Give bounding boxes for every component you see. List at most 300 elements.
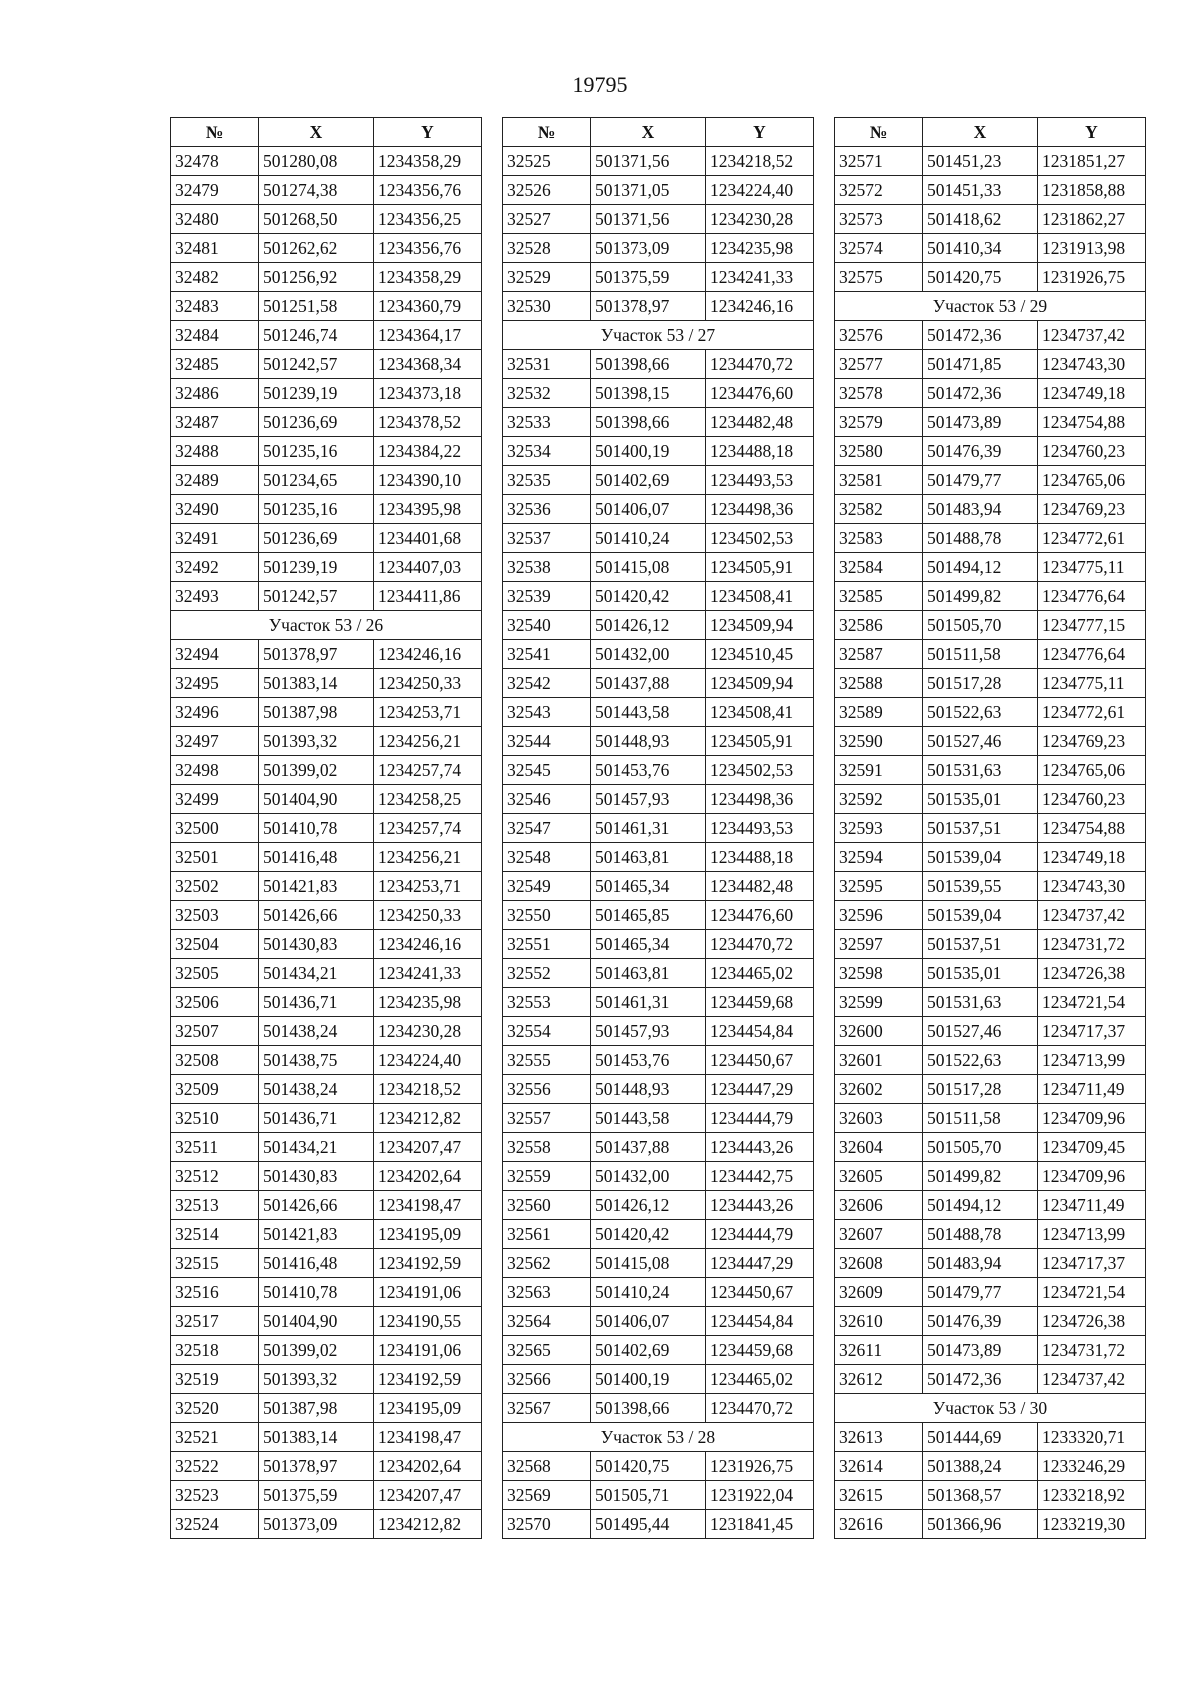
table-row bbox=[503, 1452, 814, 1481]
y-coordinate-cell: 1234737,42 bbox=[1038, 321, 1146, 350]
x-coordinate-cell: 501451,33 bbox=[923, 176, 1038, 205]
point-number-cell: 32608 bbox=[835, 1249, 923, 1278]
point-number-cell: 32568 bbox=[503, 1452, 591, 1481]
y-coordinate-cell: 1234218,52 bbox=[374, 1075, 482, 1104]
point-number-cell: 32513 bbox=[171, 1191, 259, 1220]
point-number-cell: 32493 bbox=[171, 582, 259, 611]
table-row bbox=[835, 1307, 1146, 1336]
table-row bbox=[503, 234, 814, 263]
table-row bbox=[503, 1046, 814, 1075]
table-row bbox=[835, 1017, 1146, 1046]
section-heading bbox=[835, 292, 1146, 321]
y-coordinate-cell: 1231841,45 bbox=[706, 1510, 814, 1539]
point-number-cell: 32498 bbox=[171, 756, 259, 785]
x-coordinate-cell: 501505,70 bbox=[923, 1133, 1038, 1162]
x-coordinate-cell: 501465,85 bbox=[591, 901, 706, 930]
point-number-cell: 32569 bbox=[503, 1481, 591, 1510]
point-number-cell: 32523 bbox=[171, 1481, 259, 1510]
table-row bbox=[171, 1510, 482, 1539]
point-number-cell: 32587 bbox=[835, 640, 923, 669]
point-number-cell: 32615 bbox=[835, 1481, 923, 1510]
x-coordinate-cell: 501416,48 bbox=[259, 843, 374, 872]
table-row bbox=[171, 408, 482, 437]
x-coordinate-cell: 501371,56 bbox=[591, 205, 706, 234]
y-coordinate-cell: 1234509,94 bbox=[706, 611, 814, 640]
section-heading-label: Участок 53 / 29 bbox=[932, 296, 1048, 316]
x-coordinate-cell: 501522,63 bbox=[923, 1046, 1038, 1075]
x-coordinate-cell: 501268,50 bbox=[259, 205, 374, 234]
point-number-cell: 32495 bbox=[171, 669, 259, 698]
table-row bbox=[835, 1510, 1146, 1539]
point-number-cell: 32509 bbox=[171, 1075, 259, 1104]
x-coordinate-cell: 501434,21 bbox=[259, 1133, 374, 1162]
x-coordinate-cell: 501527,46 bbox=[923, 727, 1038, 756]
y-coordinate-cell: 1234235,98 bbox=[374, 988, 482, 1017]
table-row bbox=[503, 176, 814, 205]
table-row bbox=[171, 1017, 482, 1046]
point-number-cell: 32504 bbox=[171, 930, 259, 959]
y-coordinate-cell: 1234488,18 bbox=[706, 843, 814, 872]
table-row bbox=[503, 611, 814, 640]
table-row bbox=[835, 263, 1146, 292]
x-coordinate-cell: 501437,88 bbox=[591, 1133, 706, 1162]
x-coordinate-cell: 501366,96 bbox=[923, 1510, 1038, 1539]
point-number-cell: 32613 bbox=[835, 1423, 923, 1452]
point-number-cell: 32557 bbox=[503, 1104, 591, 1133]
table-row bbox=[171, 1481, 482, 1510]
x-coordinate-cell: 501531,63 bbox=[923, 756, 1038, 785]
point-number-cell: 32598 bbox=[835, 959, 923, 988]
point-number-cell: 32499 bbox=[171, 785, 259, 814]
x-coordinate-cell: 501499,82 bbox=[923, 582, 1038, 611]
x-coordinate-cell: 501479,77 bbox=[923, 1278, 1038, 1307]
point-number-cell: 32483 bbox=[171, 292, 259, 321]
table-row bbox=[171, 350, 482, 379]
x-coordinate-cell: 501537,51 bbox=[923, 930, 1038, 959]
x-coordinate-cell: 501399,02 bbox=[259, 756, 374, 785]
y-coordinate-cell: 1234493,53 bbox=[706, 466, 814, 495]
x-coordinate-cell: 501383,14 bbox=[259, 669, 374, 698]
point-number-cell: 32559 bbox=[503, 1162, 591, 1191]
table-row bbox=[503, 582, 814, 611]
y-coordinate-cell: 1231858,88 bbox=[1038, 176, 1146, 205]
table-row bbox=[835, 1249, 1146, 1278]
point-number-cell: 32614 bbox=[835, 1452, 923, 1481]
point-number-cell: 32541 bbox=[503, 640, 591, 669]
point-number-cell: 32616 bbox=[835, 1510, 923, 1539]
y-coordinate-cell: 1234360,79 bbox=[374, 292, 482, 321]
x-coordinate-cell: 501443,58 bbox=[591, 698, 706, 727]
point-number-cell: 32521 bbox=[171, 1423, 259, 1452]
x-coordinate-cell: 501494,12 bbox=[923, 1191, 1038, 1220]
y-coordinate-cell: 1234246,16 bbox=[706, 292, 814, 321]
y-coordinate-cell: 1234454,84 bbox=[706, 1017, 814, 1046]
table-row bbox=[171, 814, 482, 843]
point-number-cell: 32506 bbox=[171, 988, 259, 1017]
y-coordinate-cell: 1234257,74 bbox=[374, 756, 482, 785]
point-number-cell: 32592 bbox=[835, 785, 923, 814]
table-row bbox=[171, 234, 482, 263]
y-coordinate-cell: 1234775,11 bbox=[1038, 669, 1146, 698]
point-number-cell: 32552 bbox=[503, 959, 591, 988]
point-number-cell: 32505 bbox=[171, 959, 259, 988]
table-row bbox=[171, 176, 482, 205]
y-coordinate-cell: 1234731,72 bbox=[1038, 930, 1146, 959]
table-row bbox=[835, 1336, 1146, 1365]
table-row bbox=[171, 1278, 482, 1307]
table-row bbox=[835, 524, 1146, 553]
x-coordinate-cell: 501522,63 bbox=[923, 698, 1038, 727]
y-coordinate-cell: 1234224,40 bbox=[706, 176, 814, 205]
point-number-cell: 32593 bbox=[835, 814, 923, 843]
y-coordinate-cell: 1234235,98 bbox=[706, 234, 814, 263]
table-row bbox=[171, 379, 482, 408]
x-coordinate-cell: 501499,82 bbox=[923, 1162, 1038, 1191]
x-coordinate-cell: 501399,02 bbox=[259, 1336, 374, 1365]
point-number-cell: 32577 bbox=[835, 350, 923, 379]
y-coordinate-cell: 1234192,59 bbox=[374, 1365, 482, 1394]
point-number-cell: 32580 bbox=[835, 437, 923, 466]
point-number-cell: 32489 bbox=[171, 466, 259, 495]
section-row bbox=[171, 611, 482, 640]
x-coordinate-cell: 501410,78 bbox=[259, 814, 374, 843]
x-coordinate-cell: 501375,59 bbox=[259, 1481, 374, 1510]
x-coordinate-cell: 501236,69 bbox=[259, 408, 374, 437]
table-row bbox=[835, 437, 1146, 466]
y-coordinate-cell: 1234198,47 bbox=[374, 1191, 482, 1220]
x-coordinate-cell: 501461,31 bbox=[591, 988, 706, 1017]
x-coordinate-cell: 501483,94 bbox=[923, 495, 1038, 524]
column-header-x: X bbox=[259, 118, 374, 147]
table-row bbox=[835, 988, 1146, 1017]
section-row bbox=[503, 1423, 814, 1452]
point-number-cell: 32612 bbox=[835, 1365, 923, 1394]
x-coordinate-cell: 501479,77 bbox=[923, 466, 1038, 495]
y-coordinate-cell: 1234749,18 bbox=[1038, 379, 1146, 408]
table-row bbox=[503, 959, 814, 988]
y-coordinate-cell: 1234505,91 bbox=[706, 727, 814, 756]
y-coordinate-cell: 1234743,30 bbox=[1038, 872, 1146, 901]
y-coordinate-cell: 1234212,82 bbox=[374, 1104, 482, 1133]
point-number-cell: 32530 bbox=[503, 292, 591, 321]
point-number-cell: 32566 bbox=[503, 1365, 591, 1394]
table-row bbox=[503, 466, 814, 495]
table-row bbox=[171, 292, 482, 321]
point-number-cell: 32544 bbox=[503, 727, 591, 756]
x-coordinate-cell: 501494,12 bbox=[923, 553, 1038, 582]
section-heading bbox=[171, 611, 482, 640]
y-coordinate-cell: 1231913,98 bbox=[1038, 234, 1146, 263]
x-coordinate-cell: 501436,71 bbox=[259, 988, 374, 1017]
y-coordinate-cell: 1234498,36 bbox=[706, 785, 814, 814]
x-coordinate-cell: 501430,83 bbox=[259, 930, 374, 959]
table-row bbox=[503, 1394, 814, 1423]
x-coordinate-cell: 501465,34 bbox=[591, 872, 706, 901]
y-coordinate-cell: 1234510,45 bbox=[706, 640, 814, 669]
point-number-cell: 32522 bbox=[171, 1452, 259, 1481]
x-coordinate-cell: 501404,90 bbox=[259, 1307, 374, 1336]
table-row bbox=[171, 524, 482, 553]
x-coordinate-cell: 501393,32 bbox=[259, 1365, 374, 1394]
y-coordinate-cell: 1234459,68 bbox=[706, 988, 814, 1017]
point-number-cell: 32602 bbox=[835, 1075, 923, 1104]
point-number-cell: 32607 bbox=[835, 1220, 923, 1249]
x-coordinate-cell: 501421,83 bbox=[259, 872, 374, 901]
y-coordinate-cell: 1234202,64 bbox=[374, 1452, 482, 1481]
point-number-cell: 32517 bbox=[171, 1307, 259, 1336]
point-number-cell: 32562 bbox=[503, 1249, 591, 1278]
table-row bbox=[503, 1307, 814, 1336]
point-number-cell: 32520 bbox=[171, 1394, 259, 1423]
y-coordinate-cell: 1234760,23 bbox=[1038, 437, 1146, 466]
y-coordinate-cell: 1234250,33 bbox=[374, 901, 482, 930]
x-coordinate-cell: 501371,05 bbox=[591, 176, 706, 205]
point-number-cell: 32482 bbox=[171, 263, 259, 292]
point-number-cell: 32565 bbox=[503, 1336, 591, 1365]
x-coordinate-cell: 501234,65 bbox=[259, 466, 374, 495]
y-coordinate-cell: 1234411,86 bbox=[374, 582, 482, 611]
table-row bbox=[171, 727, 482, 756]
table-row bbox=[835, 379, 1146, 408]
point-number-cell: 32600 bbox=[835, 1017, 923, 1046]
table-row bbox=[171, 640, 482, 669]
point-number-cell: 32578 bbox=[835, 379, 923, 408]
y-coordinate-cell: 1234447,29 bbox=[706, 1249, 814, 1278]
y-coordinate-cell: 1234772,61 bbox=[1038, 524, 1146, 553]
y-coordinate-cell: 1234765,06 bbox=[1038, 466, 1146, 495]
x-coordinate-cell: 501410,34 bbox=[923, 234, 1038, 263]
table-row bbox=[503, 1249, 814, 1278]
point-number-cell: 32597 bbox=[835, 930, 923, 959]
y-coordinate-cell: 1234390,10 bbox=[374, 466, 482, 495]
table-row bbox=[171, 1365, 482, 1394]
section-heading bbox=[835, 1394, 1146, 1423]
x-coordinate-cell: 501373,09 bbox=[591, 234, 706, 263]
column-header-number: № bbox=[835, 118, 923, 147]
table-row bbox=[503, 1075, 814, 1104]
point-number-cell: 32481 bbox=[171, 234, 259, 263]
table-row bbox=[835, 176, 1146, 205]
table-row bbox=[835, 147, 1146, 176]
y-coordinate-cell: 1234241,33 bbox=[706, 263, 814, 292]
table-row bbox=[503, 1510, 814, 1539]
y-coordinate-cell: 1234772,61 bbox=[1038, 698, 1146, 727]
y-coordinate-cell: 1234711,49 bbox=[1038, 1075, 1146, 1104]
table-row bbox=[503, 1104, 814, 1133]
y-coordinate-cell: 1234754,88 bbox=[1038, 814, 1146, 843]
x-coordinate-cell: 501235,16 bbox=[259, 437, 374, 466]
y-coordinate-cell: 1234454,84 bbox=[706, 1307, 814, 1336]
y-coordinate-cell: 1234769,23 bbox=[1038, 495, 1146, 524]
point-number-cell: 32534 bbox=[503, 437, 591, 466]
section-heading-label: Участок 53 / 27 bbox=[600, 325, 716, 345]
x-coordinate-cell: 501236,69 bbox=[259, 524, 374, 553]
x-coordinate-cell: 501457,93 bbox=[591, 1017, 706, 1046]
x-coordinate-cell: 501531,63 bbox=[923, 988, 1038, 1017]
x-coordinate-cell: 501373,09 bbox=[259, 1510, 374, 1539]
table-row bbox=[171, 1423, 482, 1452]
y-coordinate-cell: 1234498,36 bbox=[706, 495, 814, 524]
table-row bbox=[835, 466, 1146, 495]
y-coordinate-cell: 1234364,17 bbox=[374, 321, 482, 350]
point-number-cell: 32491 bbox=[171, 524, 259, 553]
y-coordinate-cell: 1234407,03 bbox=[374, 553, 482, 582]
y-coordinate-cell: 1234737,42 bbox=[1038, 901, 1146, 930]
section-row bbox=[503, 321, 814, 350]
x-coordinate-cell: 501406,07 bbox=[591, 495, 706, 524]
y-coordinate-cell: 1234470,72 bbox=[706, 350, 814, 379]
point-number-cell: 32595 bbox=[835, 872, 923, 901]
y-coordinate-cell: 1231922,04 bbox=[706, 1481, 814, 1510]
y-coordinate-cell: 1234726,38 bbox=[1038, 1307, 1146, 1336]
point-number-cell: 32539 bbox=[503, 582, 591, 611]
point-number-cell: 32525 bbox=[503, 147, 591, 176]
x-coordinate-cell: 501402,69 bbox=[591, 1336, 706, 1365]
y-coordinate-cell: 1234195,09 bbox=[374, 1394, 482, 1423]
y-coordinate-cell: 1233219,30 bbox=[1038, 1510, 1146, 1539]
table-row bbox=[171, 669, 482, 698]
point-number-cell: 32560 bbox=[503, 1191, 591, 1220]
point-number-cell: 32497 bbox=[171, 727, 259, 756]
y-coordinate-cell: 1234250,33 bbox=[374, 669, 482, 698]
point-number-cell: 32606 bbox=[835, 1191, 923, 1220]
x-coordinate-cell: 501463,81 bbox=[591, 959, 706, 988]
table-row bbox=[171, 785, 482, 814]
x-coordinate-cell: 501426,12 bbox=[591, 611, 706, 640]
y-coordinate-cell: 1234717,37 bbox=[1038, 1249, 1146, 1278]
table-row bbox=[835, 1191, 1146, 1220]
column-header-y: Y bbox=[374, 118, 482, 147]
y-coordinate-cell: 1234443,26 bbox=[706, 1133, 814, 1162]
point-number-cell: 32594 bbox=[835, 843, 923, 872]
table-row bbox=[171, 930, 482, 959]
point-number-cell: 32611 bbox=[835, 1336, 923, 1365]
table-row bbox=[171, 872, 482, 901]
point-number-cell: 32480 bbox=[171, 205, 259, 234]
y-coordinate-cell: 1234731,72 bbox=[1038, 1336, 1146, 1365]
table-row bbox=[503, 901, 814, 930]
x-coordinate-cell: 501476,39 bbox=[923, 437, 1038, 466]
point-number-cell: 32610 bbox=[835, 1307, 923, 1336]
table-row bbox=[171, 988, 482, 1017]
table-row bbox=[835, 1075, 1146, 1104]
table-row bbox=[503, 988, 814, 1017]
x-coordinate-cell: 501457,93 bbox=[591, 785, 706, 814]
point-number-cell: 32538 bbox=[503, 553, 591, 582]
x-coordinate-cell: 501402,69 bbox=[591, 466, 706, 495]
table-row bbox=[503, 640, 814, 669]
point-number-cell: 32507 bbox=[171, 1017, 259, 1046]
x-coordinate-cell: 501432,00 bbox=[591, 640, 706, 669]
table-row bbox=[503, 843, 814, 872]
x-coordinate-cell: 501274,38 bbox=[259, 176, 374, 205]
table-row bbox=[835, 1162, 1146, 1191]
point-number-cell: 32604 bbox=[835, 1133, 923, 1162]
table-row bbox=[835, 843, 1146, 872]
table-row bbox=[171, 1307, 482, 1336]
table-row bbox=[835, 1365, 1146, 1394]
x-coordinate-cell: 501371,56 bbox=[591, 147, 706, 176]
table-row bbox=[171, 1075, 482, 1104]
point-number-cell: 32492 bbox=[171, 553, 259, 582]
y-coordinate-cell: 1234212,82 bbox=[374, 1510, 482, 1539]
x-coordinate-cell: 501246,74 bbox=[259, 321, 374, 350]
point-number-cell: 32545 bbox=[503, 756, 591, 785]
point-number-cell: 32488 bbox=[171, 437, 259, 466]
y-coordinate-cell: 1234476,60 bbox=[706, 379, 814, 408]
x-coordinate-cell: 501444,69 bbox=[923, 1423, 1038, 1452]
table-row bbox=[835, 1423, 1146, 1452]
x-coordinate-cell: 501463,81 bbox=[591, 843, 706, 872]
table-row bbox=[171, 959, 482, 988]
x-coordinate-cell: 501473,89 bbox=[923, 1336, 1038, 1365]
x-coordinate-cell: 501375,59 bbox=[591, 263, 706, 292]
point-number-cell: 32528 bbox=[503, 234, 591, 263]
x-coordinate-cell: 501471,85 bbox=[923, 350, 1038, 379]
point-number-cell: 32567 bbox=[503, 1394, 591, 1423]
x-coordinate-cell: 501387,98 bbox=[259, 1394, 374, 1423]
point-number-cell: 32605 bbox=[835, 1162, 923, 1191]
y-coordinate-cell: 1234256,21 bbox=[374, 727, 482, 756]
point-number-cell: 32556 bbox=[503, 1075, 591, 1104]
y-coordinate-cell: 1234776,64 bbox=[1038, 640, 1146, 669]
point-number-cell: 32609 bbox=[835, 1278, 923, 1307]
y-coordinate-cell: 1234493,53 bbox=[706, 814, 814, 843]
point-number-cell: 32516 bbox=[171, 1278, 259, 1307]
x-coordinate-cell: 501451,23 bbox=[923, 147, 1038, 176]
x-coordinate-cell: 501432,00 bbox=[591, 1162, 706, 1191]
x-coordinate-cell: 501527,46 bbox=[923, 1017, 1038, 1046]
point-number-cell: 32502 bbox=[171, 872, 259, 901]
point-number-cell: 32479 bbox=[171, 176, 259, 205]
x-coordinate-cell: 501420,42 bbox=[591, 582, 706, 611]
x-coordinate-cell: 501421,83 bbox=[259, 1220, 374, 1249]
y-coordinate-cell: 1234743,30 bbox=[1038, 350, 1146, 379]
point-number-cell: 32486 bbox=[171, 379, 259, 408]
x-coordinate-cell: 501410,24 bbox=[591, 1278, 706, 1307]
x-coordinate-cell: 501453,76 bbox=[591, 756, 706, 785]
x-coordinate-cell: 501461,31 bbox=[591, 814, 706, 843]
y-coordinate-cell: 1234356,25 bbox=[374, 205, 482, 234]
x-coordinate-cell: 501398,66 bbox=[591, 408, 706, 437]
table-row bbox=[171, 263, 482, 292]
y-coordinate-cell: 1234442,75 bbox=[706, 1162, 814, 1191]
x-coordinate-cell: 501418,62 bbox=[923, 205, 1038, 234]
x-coordinate-cell: 501539,55 bbox=[923, 872, 1038, 901]
x-coordinate-cell: 501483,94 bbox=[923, 1249, 1038, 1278]
y-coordinate-cell: 1234502,53 bbox=[706, 756, 814, 785]
table-row bbox=[171, 1452, 482, 1481]
table-row bbox=[503, 756, 814, 785]
y-coordinate-cell: 1234450,67 bbox=[706, 1046, 814, 1075]
x-coordinate-cell: 501251,58 bbox=[259, 292, 374, 321]
point-number-cell: 32542 bbox=[503, 669, 591, 698]
y-coordinate-cell: 1234224,40 bbox=[374, 1046, 482, 1075]
table-row bbox=[835, 1452, 1146, 1481]
section-heading bbox=[503, 321, 814, 350]
point-number-cell: 32586 bbox=[835, 611, 923, 640]
y-coordinate-cell: 1234241,33 bbox=[374, 959, 482, 988]
table-row bbox=[171, 1162, 482, 1191]
table-row bbox=[835, 1133, 1146, 1162]
table-row bbox=[171, 582, 482, 611]
column-header-number: № bbox=[503, 118, 591, 147]
point-number-cell: 32512 bbox=[171, 1162, 259, 1191]
point-number-cell: 32585 bbox=[835, 582, 923, 611]
table-row bbox=[503, 205, 814, 234]
y-coordinate-cell: 1234358,29 bbox=[374, 263, 482, 292]
point-number-cell: 32548 bbox=[503, 843, 591, 872]
